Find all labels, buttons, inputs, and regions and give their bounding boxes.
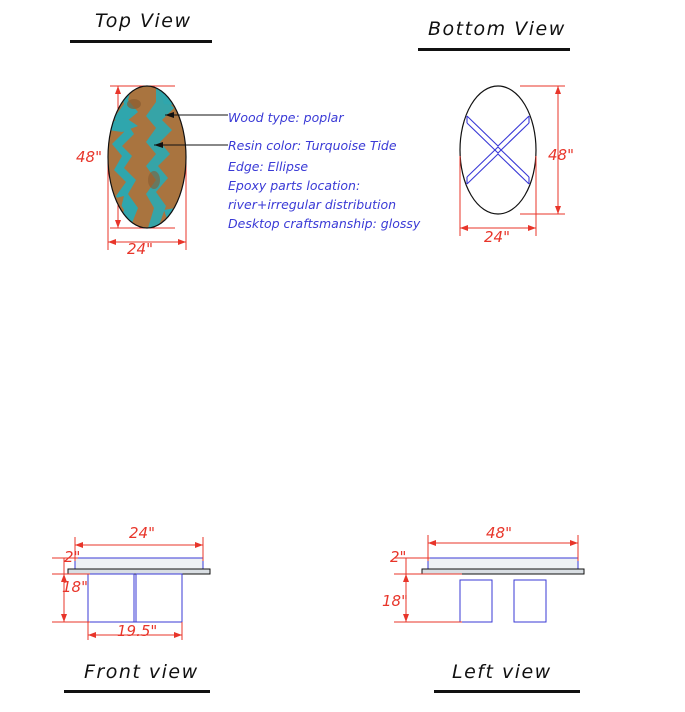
annotation-line-4: Epoxy parts location: xyxy=(228,178,361,193)
front-view-top-width-label: 24" xyxy=(129,524,155,542)
left-view-title: Left view xyxy=(452,661,552,683)
annotation-line-5: river+irregular distribution xyxy=(228,197,397,212)
bottom-view-title: Bottom View xyxy=(428,18,566,40)
front-view-top-slab xyxy=(68,558,210,574)
front-view-thickness-label: 2" xyxy=(64,548,81,566)
left-view-legs xyxy=(460,580,546,622)
bottom-view-outline xyxy=(460,86,536,214)
top-view-title: Top View xyxy=(95,10,192,32)
left-view-top-slab xyxy=(422,558,584,574)
annotation-line-2: Resin color: Turquoise Tide xyxy=(228,138,397,153)
top-view-title-underline xyxy=(70,40,212,43)
front-view-title: Front view xyxy=(84,661,199,683)
annotation-line-6: Desktop craftsmanship: glossy xyxy=(228,216,421,231)
left-view-thickness-label: 2" xyxy=(390,548,407,566)
front-view-title-underline xyxy=(64,690,210,693)
front-view-leg-height-label: 18" xyxy=(62,578,88,596)
bottom-view-title-underline xyxy=(418,48,570,51)
top-view-height-label: 48" xyxy=(76,148,102,166)
annotation-line-3: Edge: Ellipse xyxy=(228,159,309,174)
left-view-top-width-label: 48" xyxy=(486,524,512,542)
bottom-view-drawing xyxy=(440,60,640,270)
top-view-width-label: 24" xyxy=(127,240,153,258)
bottom-view-width-label: 24" xyxy=(484,228,510,246)
annotation-line-1: Wood type: poplar xyxy=(228,110,344,125)
left-view-drawing xyxy=(380,525,620,645)
front-view-legs xyxy=(88,574,182,622)
left-view-title-underline xyxy=(434,690,580,693)
left-view-leg-height-label: 18" xyxy=(382,592,408,610)
front-view-base-width-label: 19.5" xyxy=(117,622,158,640)
bottom-view-height-label: 48" xyxy=(548,146,574,164)
